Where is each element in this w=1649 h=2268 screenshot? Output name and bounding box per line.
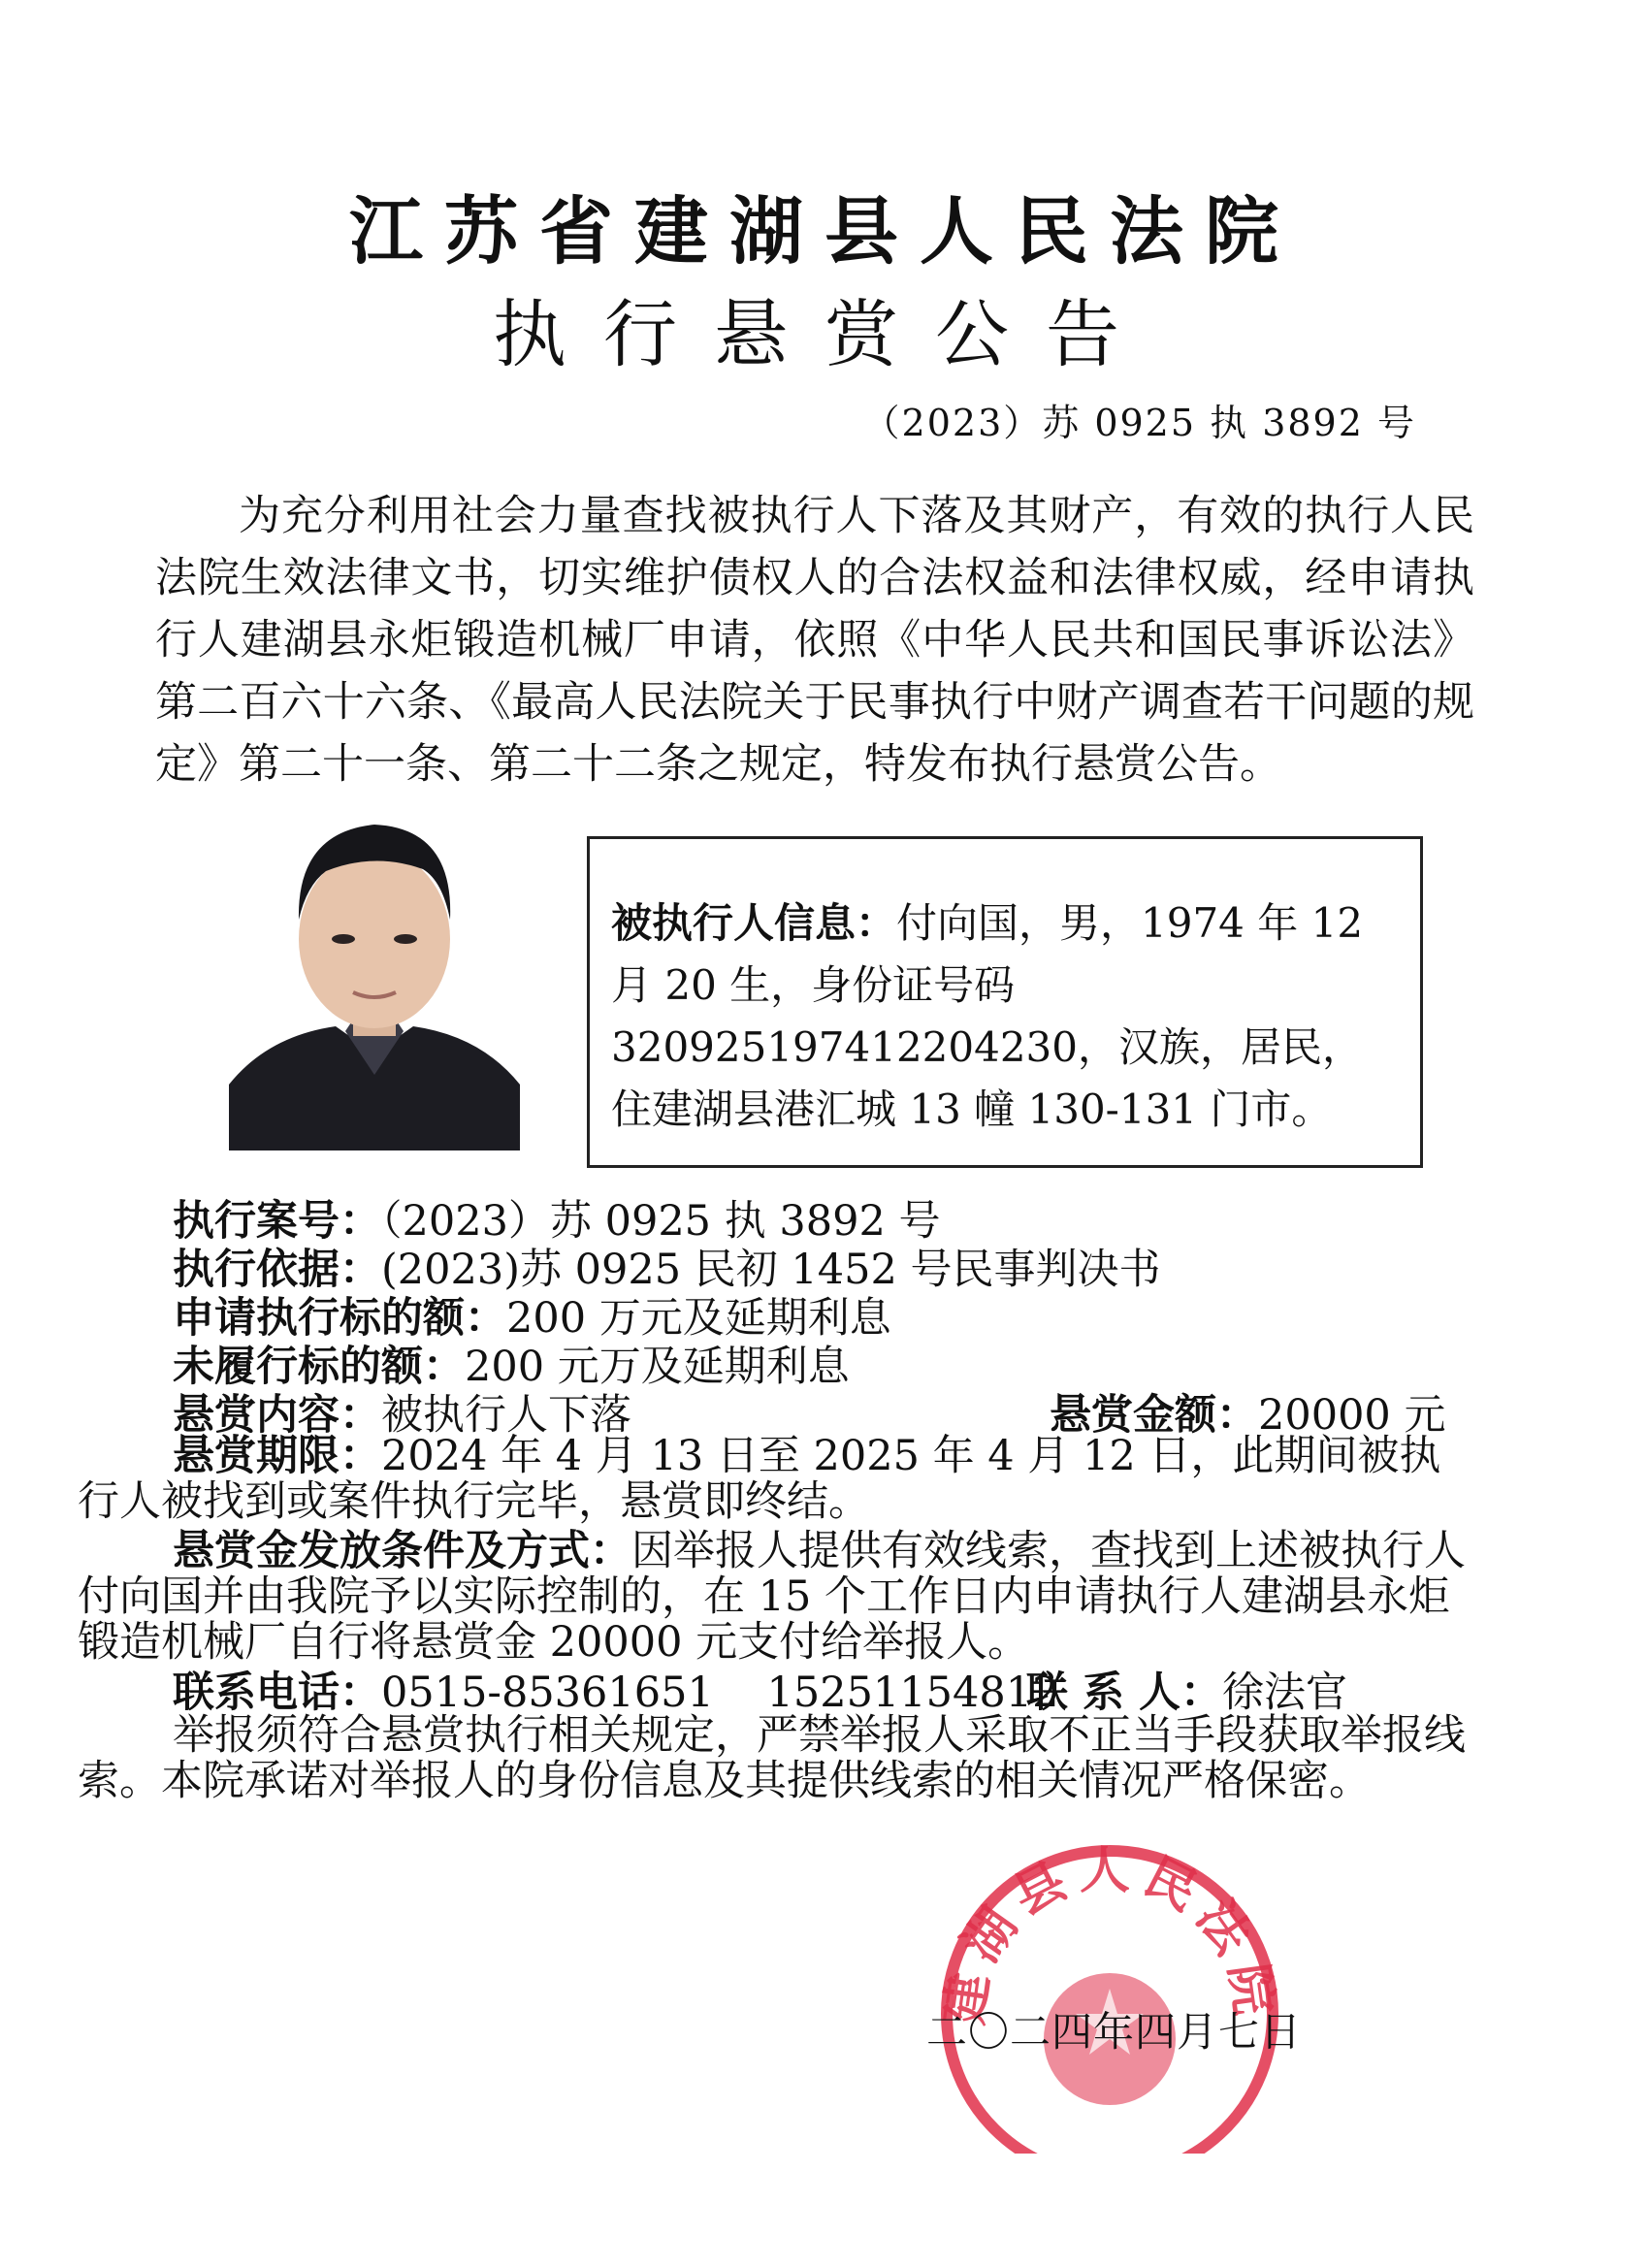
case-no-value: （2023）苏 0925 执 3892 号 [381,1197,941,1246]
court-seal [929,1824,1290,2154]
closing-paragraph: 举报须符合悬赏执行相关规定，严禁举报人采取不正当手段获取举报线索。本院承诺对举报人的身份信息及其提供线索的相关情况严格保密。 [78,1711,1466,1805]
document-title: 执行悬赏公告 [493,291,1156,377]
basis-value: (2023)苏 0925 民初 1452 号民事判决书 [381,1246,1161,1294]
unpaid-amount-label: 未履行标的额： [173,1343,465,1391]
phone-value: 0515-85361651 15251154812 [381,1669,1059,1717]
payout-value: 因举报人提供有效线索，查找到上述被执行人付向国并由我院予以实际控制的，在 15 个工作日内申请执行人建湖县永炬锻造机械厂自行将悬赏金 20000 元支付给举报人。 [78,1527,1466,1667]
person-photo [229,794,520,1150]
reward-period-value: 2024 年 4 月 13 日至 2025 年 4 月 12 日，此期间被执行人被找到或案件执行完毕，悬赏即终结。 [78,1432,1441,1526]
payout-label: 悬赏金发放条件及方式： [173,1527,631,1575]
reward-content-value: 被执行人下落 [381,1391,631,1440]
reward-content-label: 悬赏内容： [173,1391,381,1440]
phone-label: 联系电话： [173,1669,381,1717]
reward-amount-label: 悬赏金额： [1050,1391,1258,1440]
intro-paragraph: 为充分利用社会力量查找被执行人下落及其财产，有效的执行人民法院生效法律文书，切实维护债权人的合法权益和法律权威，经申请执行人建湖县永炬锻造机械厂申请，依照《中华人民共和国民事诉讼法》第二百六十六条、《最高人民法院关于民事执行中财产调查若干问题的规定》第二十一条、第二十二条之规定，特发布执行悬赏公告。 [155,492,1474,789]
person-info-label: 被执行人信息： [611,899,897,947]
contact-label: 联 系 人： [1026,1669,1222,1717]
contact-row [173,1669,1434,1717]
unpaid-amount-row [173,1343,850,1391]
payout-conditions [78,1529,1474,1666]
contact-value: 徐法官 [1221,1669,1347,1717]
court-name: 江苏省建湖县人民法院 [349,188,1300,275]
reward-period-label: 悬赏期限： [173,1432,381,1480]
reward-period [78,1434,1474,1525]
person-info-box [587,836,1423,1168]
basis-row [173,1246,1161,1294]
person-info-text: 付向国，男，1974 年 12 月 20 生，身份证号码 320925197412204230，汉族，居民，住建湖县港汇城 13 幢 130-131 门市。 [611,899,1364,1133]
seal-text: 建湖县人民法院 [935,1842,1284,2028]
contact-person [1026,1669,1347,1717]
claim-amount-label: 申请执行标的额： [173,1294,506,1343]
claim-amount-value: 200 万元及延期利息 [506,1294,891,1343]
case-no-row [173,1197,940,1246]
unpaid-amount-value: 200 元万及延期利息 [465,1343,850,1391]
claim-amount-row [173,1294,891,1343]
issue-date: 二〇二四年四月七日 [926,2008,1303,2056]
basis-label: 执行依据： [173,1246,381,1294]
reward-amount-value: 20000 元 [1258,1391,1446,1440]
document-number: （2023）苏 0925 执 3892 号 [862,402,1416,444]
case-no-label: 执行案号： [173,1197,381,1246]
